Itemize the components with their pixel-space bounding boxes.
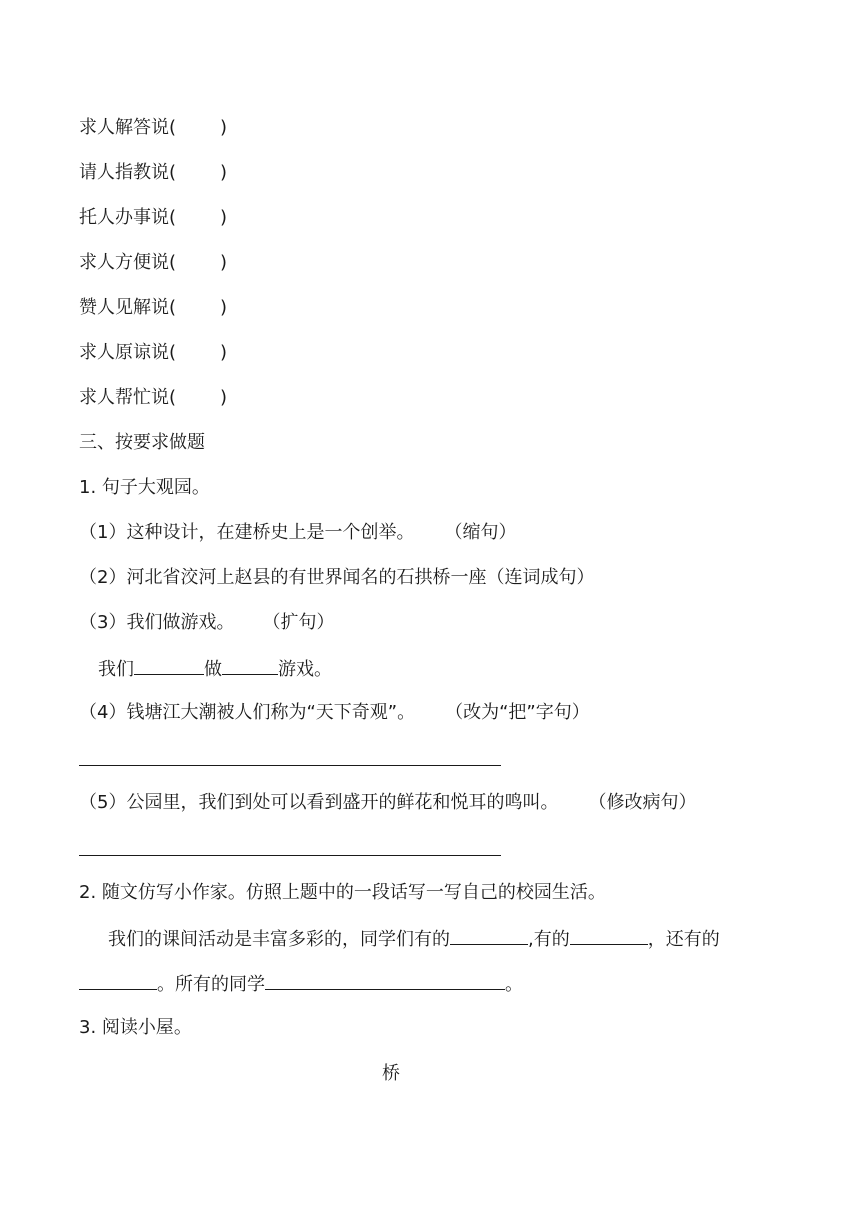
imitation-line-1: 我们的课间活动是丰富多彩的，同学们有的 ,有的 ，还有的 [108,926,720,952]
phrase-line: 求人原谅说( ) [79,342,228,363]
sentence-4: （4）钱塘江大潮被人们称为“天下奇观”。 （改为“把”字句） [79,702,590,723]
answer-blank[interactable] [265,971,505,990]
phrase-line: 求人帮忙说( ) [79,387,228,408]
answer-blank[interactable] [222,656,278,675]
sentence-2: （2）河北省洨河上赵县的有世界闻名的石拱桥一座（连词成句） [79,567,595,588]
phrase-line: 求人方便说( ) [79,252,228,273]
phrase-line: 求人解答说( ) [79,117,228,138]
question-2-title: 2. 随文仿写小作家。仿照上题中的一段话写一写自己的校园生活。 [79,882,606,903]
imitation-line-2: 。所有的同学 。 [79,971,523,997]
sentence-1: （1）这种设计，在建桥史上是一个创举。 （缩句） [79,522,517,543]
answer-blank[interactable] [79,971,157,990]
answer-line[interactable] [79,855,501,856]
sentence-3: （3）我们做游戏。 （扩句） [79,612,335,633]
sentence-5: （5）公园里，我们到处可以看到盛开的鲜花和悦耳的鸣叫。 （修改病句） [79,792,697,813]
section-heading: 三、按要求做题 [79,432,205,453]
phrase-line: 请人指教说( ) [79,162,228,183]
question-1-title: 1. 句子大观园。 [79,477,210,498]
phrase-line: 托人办事说( ) [79,207,228,228]
answer-line[interactable] [79,765,501,766]
sentence-3-fill: 我们 做 游戏。 [98,656,332,682]
question-3-title: 3. 阅读小屋。 [79,1017,192,1038]
answer-blank[interactable] [134,656,204,675]
phrase-line: 赞人见解说( ) [79,297,228,318]
answer-blank[interactable] [450,926,528,945]
passage-title: 桥 [382,1063,400,1084]
answer-blank[interactable] [570,926,648,945]
